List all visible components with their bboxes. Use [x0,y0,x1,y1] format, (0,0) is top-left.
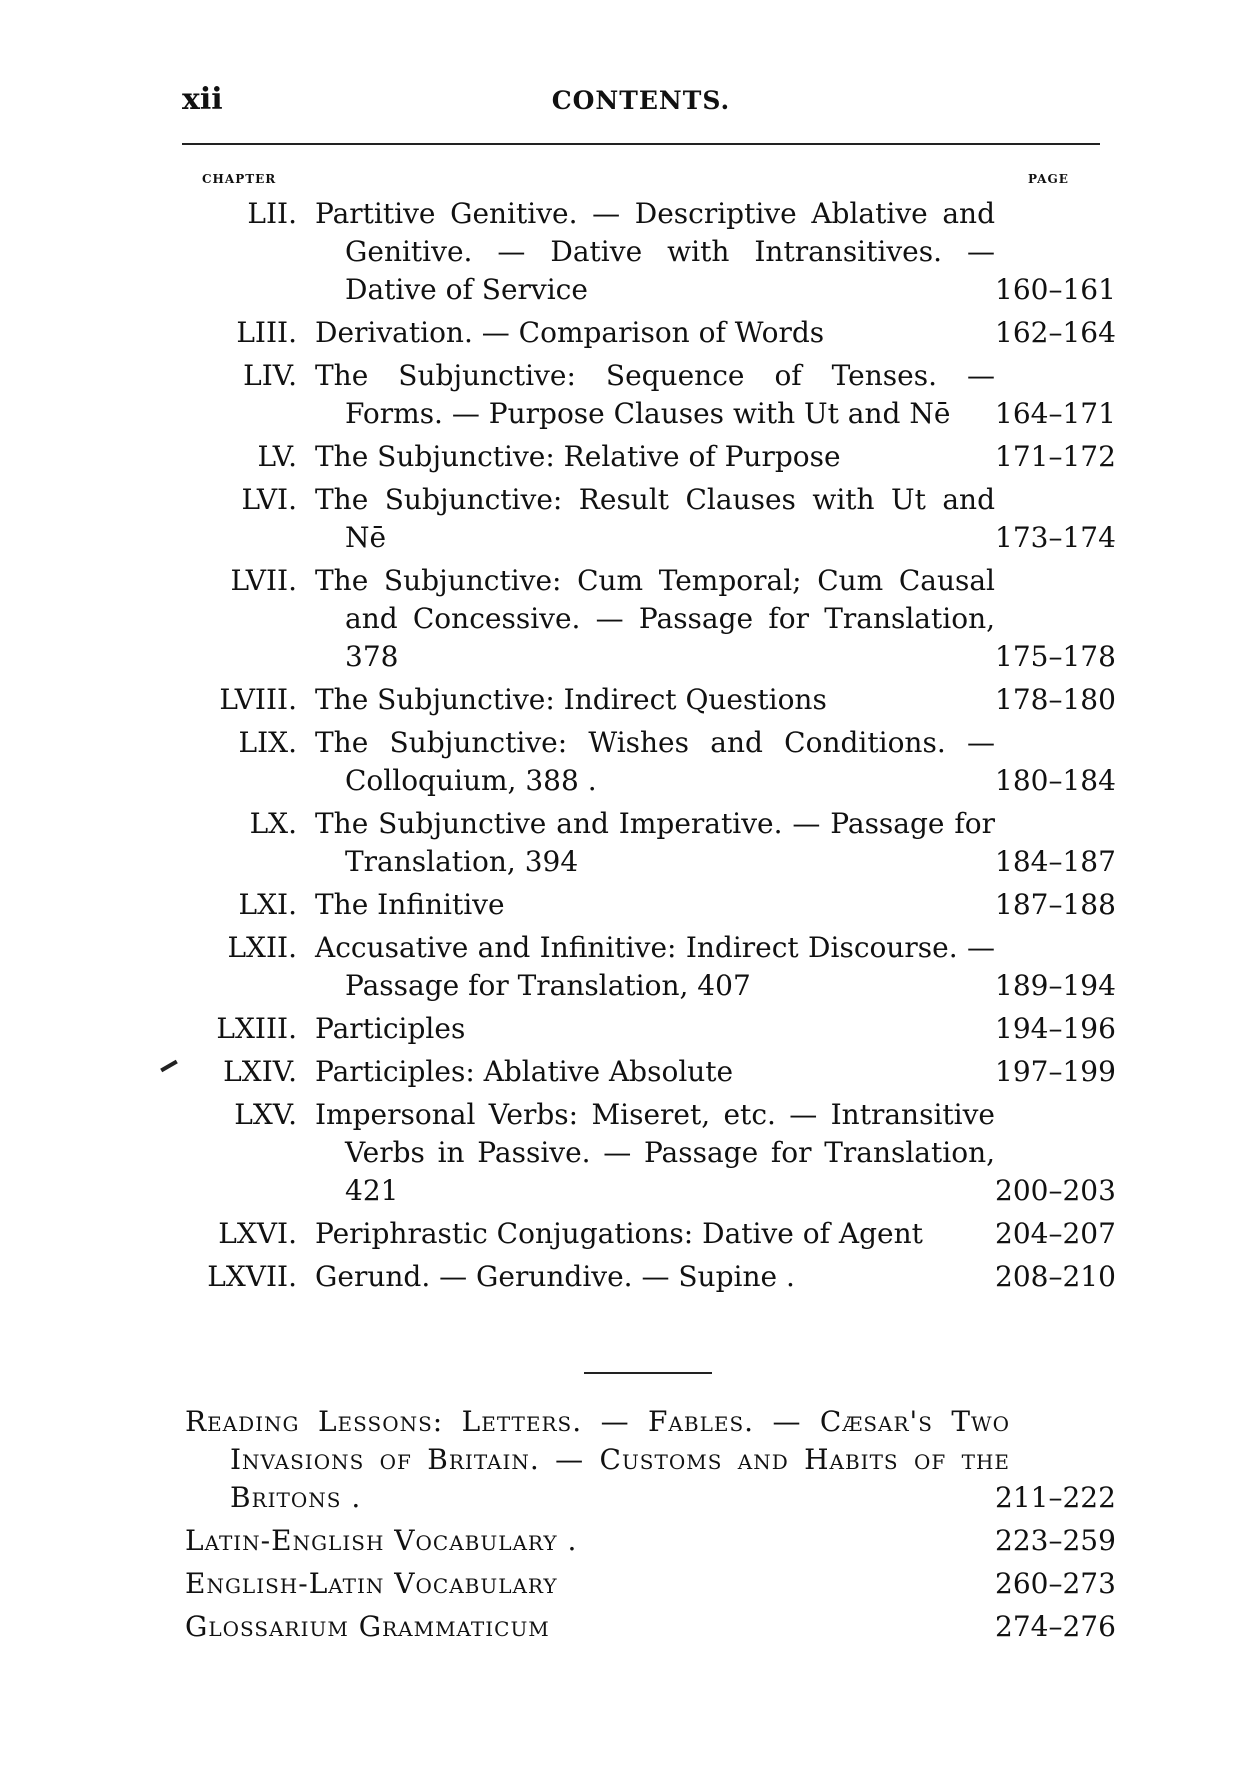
back-matter-title: English-Latin Vocabulary [185,1567,558,1600]
chapter-title: The Subjunctive: Sequence of Tenses. — Forms. — Purpose Clauses with Ut and Nē [315,359,995,430]
page-range: 208–210 [995,1260,1116,1293]
chapter-numeral: LVI. [241,483,297,516]
chapter-title: The Infinitive [315,888,505,921]
toc-entry[interactable] [0,357,1259,433]
back-matter-title: Reading Lessons: Letters. — Fables. — Cæsar's Two Invasions of Britain. — Customs and Habits of the Britons . [185,1405,1010,1514]
chapter-title: Gerund. — Gerundive. — Supine . [315,1260,795,1293]
chapter-title: Partitive Genitive. — Descriptive Ablative and Genitive. — Dative with Intransitives. — Dative of Service [315,197,995,306]
chapter-numeral: LXII. [227,931,297,964]
page-range: 274–276 [995,1610,1116,1643]
page-range: 184–187 [995,845,1116,878]
page-range: 162–164 [995,316,1116,349]
page-range: 180–184 [995,764,1116,797]
chapter-numeral: LXVI. [218,1217,297,1250]
toc-entry[interactable] [0,805,1259,881]
toc-entry[interactable] [0,562,1259,676]
page-range: 223–259 [995,1524,1116,1557]
chapter-title: Participles [315,1012,466,1045]
toc-entry[interactable] [0,886,1259,924]
chapter-numeral: LXI. [238,888,297,921]
chapter-title: The Subjunctive: Cum Temporal; Cum Causal and Concessive. — Passage for Translation, 378 [315,564,995,673]
page-range: 204–207 [995,1217,1116,1250]
chapter-title: The Subjunctive and Imperative. — Passage for Translation, 394 [315,807,995,878]
toc-entry[interactable] [0,1053,1259,1091]
chapter-numeral: LII. [247,197,297,230]
chapter-title: Impersonal Verbs: Miseret, etc. — Intransitive Verbs in Passive. — Passage for Translation, 421 [315,1098,995,1207]
chapter-title: The Subjunctive: Indirect Questions [315,683,827,716]
chapter-title: The Subjunctive: Wishes and Conditions. — Colloquium, 388 . [315,726,995,797]
header-rule [182,143,1100,145]
chapter-numeral: LXIV. [223,1055,297,1088]
chapter-numeral: LXVII. [207,1260,297,1293]
chapter-title: Derivation. — Comparison of Words [315,316,825,349]
back-matter-title: Latin-English Vocabulary . [185,1524,578,1557]
back-matter-title: Glossarium Grammaticum [185,1610,550,1643]
chapter-title: Periphrastic Conjugations: Dative of Agent [315,1217,923,1250]
chapter-column-label: CHAPTER [202,172,277,186]
page-range: 173–174 [995,521,1116,554]
toc-entry[interactable] [0,1010,1259,1048]
toc-entry[interactable] [0,481,1259,557]
chapter-title: Participles: Ablative Absolute [315,1055,734,1088]
chapter-title: The Subjunctive: Result Clauses with Ut and Nē [315,483,995,554]
toc-entry[interactable] [0,1215,1259,1253]
page-range: 211–222 [995,1481,1116,1514]
back-matter-entry[interactable] [0,1565,1259,1603]
page-folio: xii [182,82,223,117]
chapter-title: Accusative and Infinitive: Indirect Discourse. — Passage for Translation, 407 [315,931,995,1002]
back-matter-entry[interactable] [0,1608,1259,1646]
running-head [182,82,1100,126]
chapter-numeral: LVIII. [219,683,297,716]
page-range: 171–172 [995,440,1116,473]
back-matter-list [0,1403,1259,1651]
chapter-title: The Subjunctive: Relative of Purpose [315,440,841,473]
page-title: CONTENTS. [551,86,731,115]
page-range: 197–199 [995,1055,1116,1088]
toc-entry[interactable] [0,929,1259,1005]
chapter-numeral: LXIII. [216,1012,297,1045]
page-range: 187–188 [995,888,1116,921]
chapter-numeral: LVII. [230,564,297,597]
chapter-numeral: LX. [249,807,297,840]
toc-entry[interactable] [0,681,1259,719]
chapter-numeral: LIX. [238,726,297,759]
chapter-numeral: LIII. [236,316,297,349]
chapter-numeral: LIV. [243,359,297,392]
toc-entry[interactable] [0,1258,1259,1296]
chapter-numeral: LXV. [234,1098,297,1131]
page-range: 178–180 [995,683,1116,716]
toc-entry[interactable] [0,438,1259,476]
back-matter-entry[interactable] [0,1522,1259,1560]
page-range: 164–171 [995,397,1116,430]
page-range: 160–161 [995,273,1116,306]
toc-entry[interactable] [0,1096,1259,1210]
page-column-label: PAGE [1028,172,1069,186]
toc-entry[interactable] [0,314,1259,352]
page-range: 175–178 [995,640,1116,673]
chapter-list [0,195,1259,1301]
page-range: 194–196 [995,1012,1116,1045]
section-divider [584,1372,712,1374]
back-matter-entry[interactable] [0,1403,1259,1517]
page-range: 260–273 [995,1567,1116,1600]
page-range: 200–203 [995,1174,1116,1207]
toc-entry[interactable] [0,195,1259,309]
chapter-numeral: LV. [257,440,297,473]
toc-entry[interactable] [0,724,1259,800]
page-range: 189–194 [995,969,1116,1002]
